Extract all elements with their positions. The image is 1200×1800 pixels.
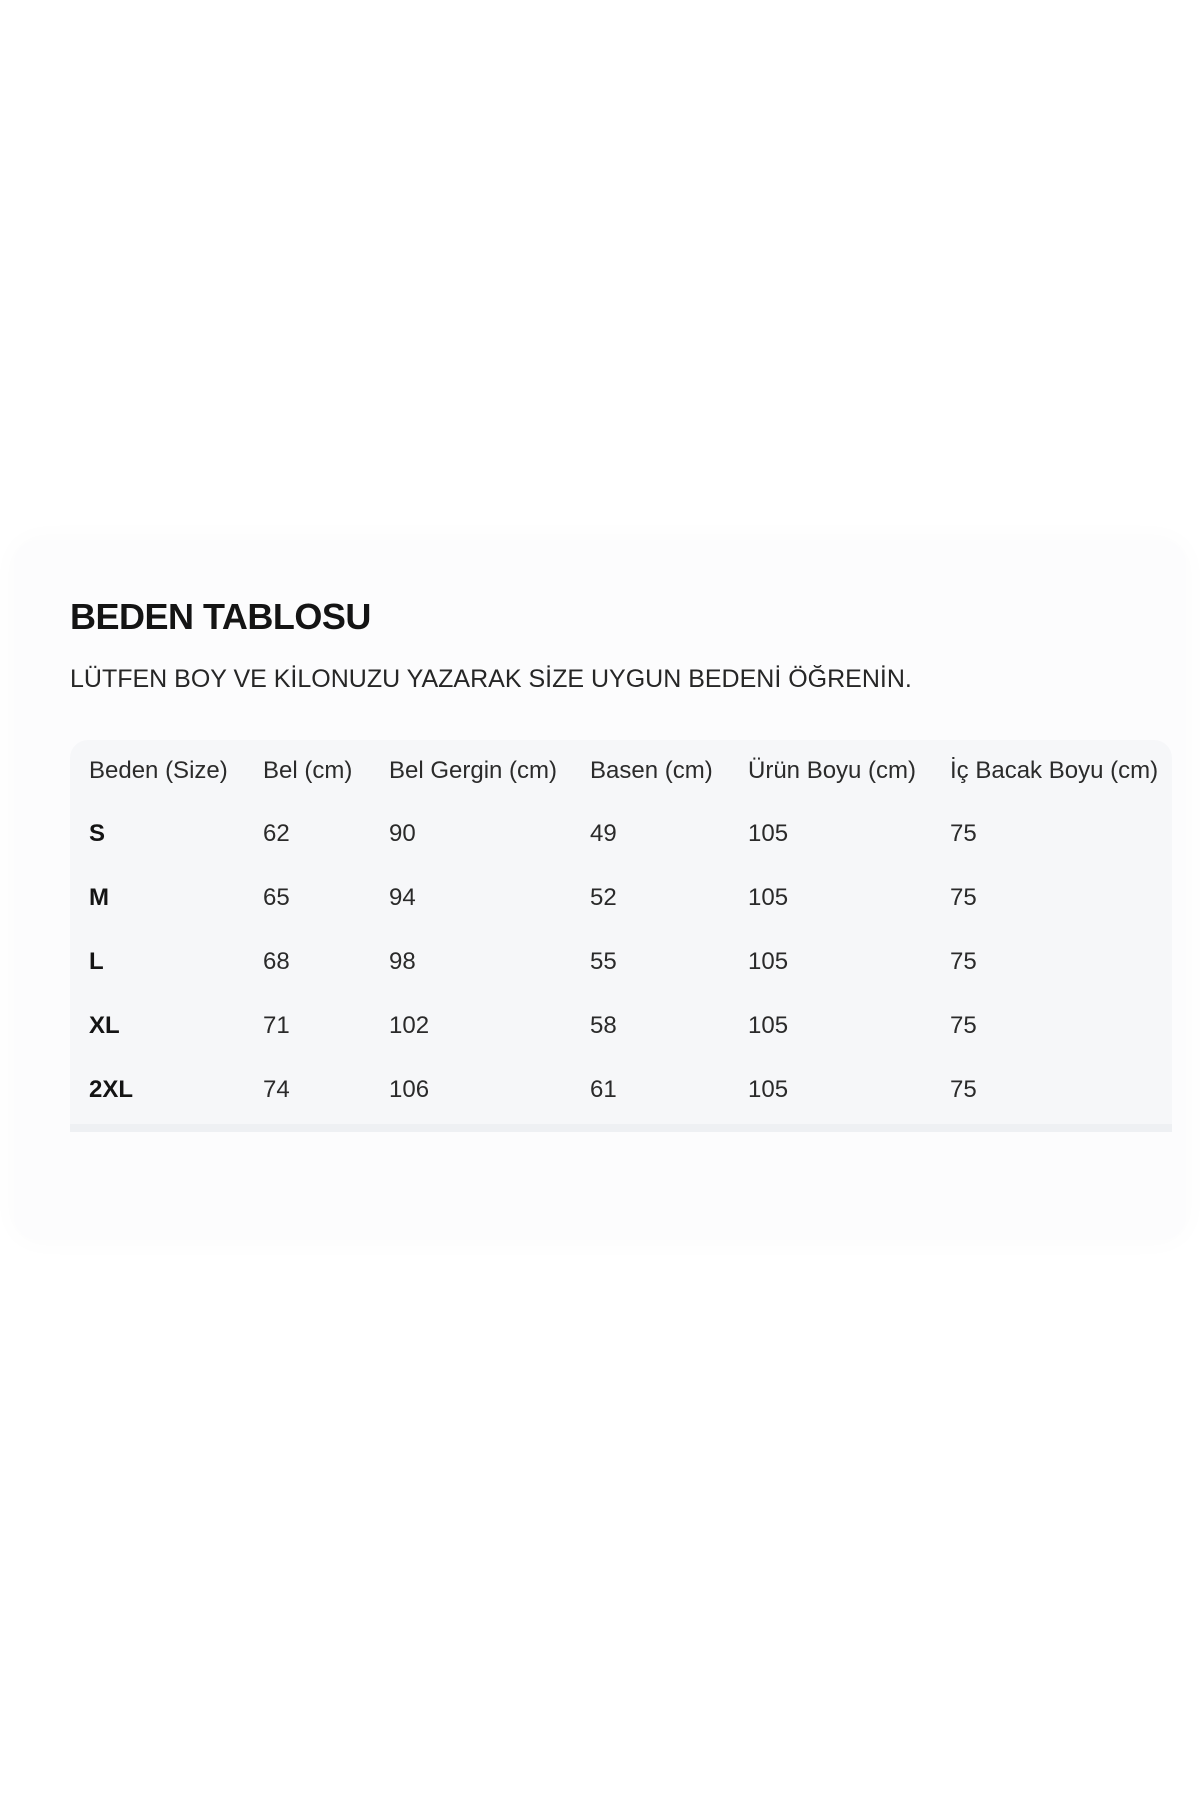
hip-cell: 61 <box>590 1076 617 1103</box>
page-title: BEDEN TABLOSU <box>70 596 371 637</box>
inseam-cell: 75 <box>950 1012 977 1039</box>
inseam-cell: 75 <box>950 820 977 847</box>
header-product-length: Ürün Boyu (cm) <box>748 757 917 784</box>
size-cell: XL <box>89 1012 120 1039</box>
header-waist: Bel (cm) <box>263 757 353 784</box>
size-table-container <box>70 740 1172 1124</box>
waist-cell: 62 <box>263 820 290 847</box>
header-inseam: İç Bacak Boyu (cm) <box>950 757 1159 784</box>
size-cell: M <box>89 884 109 911</box>
table-row <box>70 994 1172 1058</box>
waist-stretched-cell: 106 <box>389 1076 430 1103</box>
header-size: Beden (Size) <box>89 757 228 784</box>
hip-cell: 55 <box>590 948 617 975</box>
waist-cell: 74 <box>263 1076 290 1103</box>
product-length-cell: 105 <box>748 1076 789 1103</box>
product-length-cell: 105 <box>748 948 789 975</box>
waist-stretched-cell: 90 <box>389 820 416 847</box>
waist-cell: 68 <box>263 948 290 975</box>
hip-cell: 58 <box>590 1012 617 1039</box>
page-subtitle: LÜTFEN BOY VE KİLONUZU YAZARAK SİZE UYGUN BEDENİ ÖĞRENİN. <box>70 665 912 693</box>
waist-cell: 71 <box>263 1012 290 1039</box>
table-row <box>70 930 1172 994</box>
table-row <box>70 866 1172 930</box>
product-length-cell: 105 <box>748 884 789 911</box>
header-hip: Basen (cm) <box>590 757 713 784</box>
table-bottom-divider <box>70 1124 1172 1132</box>
size-cell: 2XL <box>89 1076 134 1103</box>
product-length-cell: 105 <box>748 1012 789 1039</box>
waist-stretched-cell: 98 <box>389 948 416 975</box>
waist-cell: 65 <box>263 884 290 911</box>
hip-cell: 49 <box>590 820 617 847</box>
table-row <box>70 802 1172 866</box>
header-waist-stretched: Bel Gergin (cm) <box>389 757 558 784</box>
size-cell: L <box>89 948 104 975</box>
waist-stretched-cell: 94 <box>389 884 416 911</box>
table-header-row <box>70 740 1172 802</box>
product-length-cell: 105 <box>748 820 789 847</box>
size-cell: S <box>89 820 106 847</box>
size-table <box>70 740 1172 1122</box>
table-row <box>70 1058 1172 1122</box>
hip-cell: 52 <box>590 884 617 911</box>
waist-stretched-cell: 102 <box>389 1012 430 1039</box>
inseam-cell: 75 <box>950 948 977 975</box>
inseam-cell: 75 <box>950 1076 977 1103</box>
inseam-cell: 75 <box>950 884 977 911</box>
